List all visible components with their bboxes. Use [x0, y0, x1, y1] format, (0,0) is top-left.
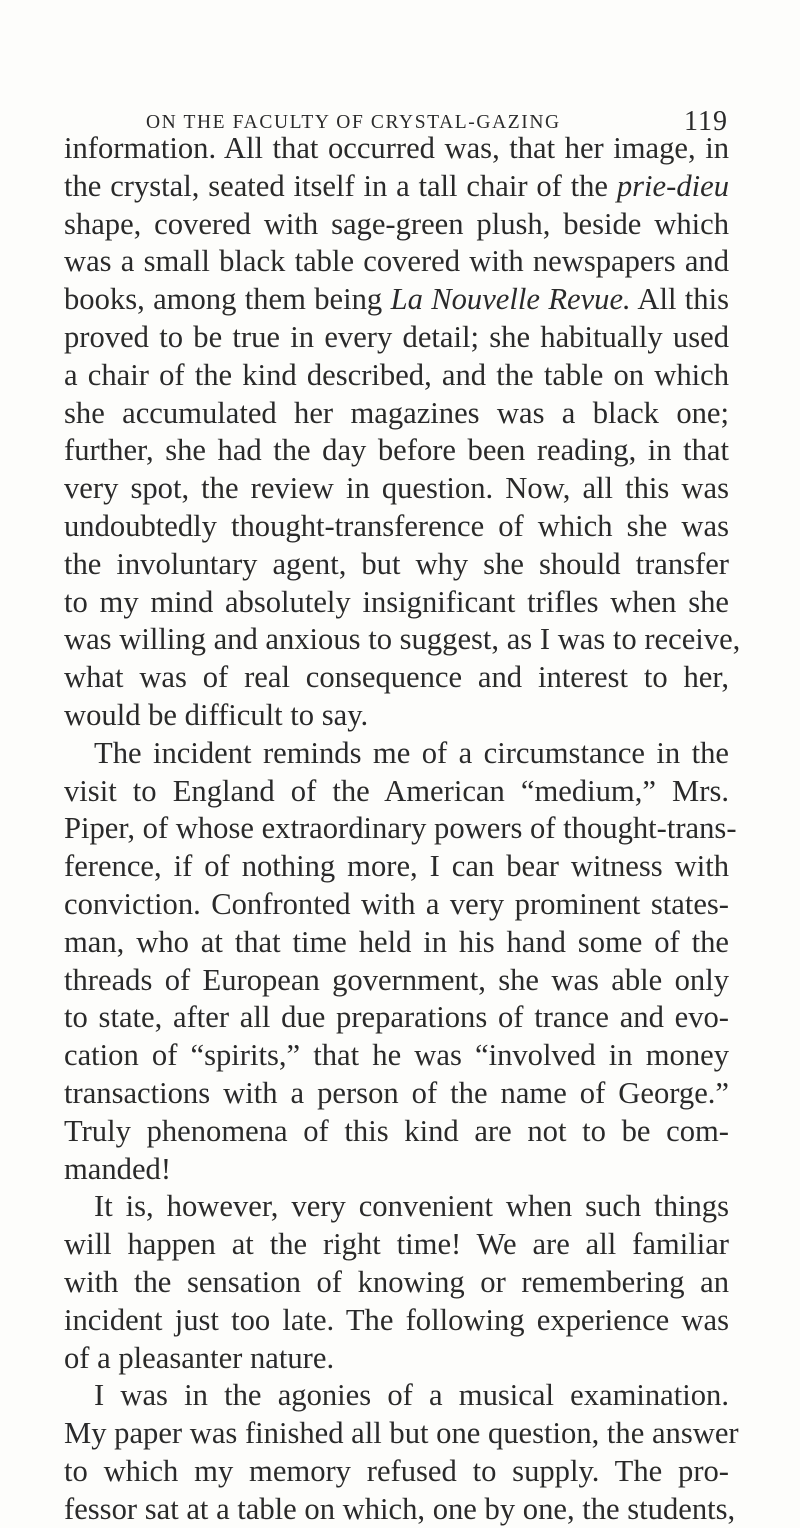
- text-line: [64, 1415, 739, 1453]
- text-segment: information. All that occurred was, that her image, in: [64, 131, 729, 165]
- text-segment: I was in the agonies of a musical examination.: [94, 1378, 729, 1413]
- text-line: [64, 1377, 729, 1415]
- text-segment: shape, covered with sage-green plush, beside which: [64, 206, 729, 241]
- text-segment: It is, however, very convenient when such things: [94, 1189, 729, 1224]
- text-line: [64, 1188, 729, 1226]
- text-segment: manded!: [64, 1151, 172, 1186]
- text-line: [64, 924, 729, 962]
- italic-text-segment: prie-dieu: [616, 168, 729, 203]
- text-line: [64, 395, 729, 433]
- text-segment: fessor sat at a table on which, one by one, the students,: [64, 1491, 736, 1526]
- body-text: [64, 130, 741, 1528]
- text-segment: visit to England of the American “medium,” Mrs.: [64, 773, 729, 808]
- text-line: [64, 357, 729, 395]
- text-segment: Piper, of whose extraordinary powers of thought-trans-: [64, 811, 737, 846]
- text-line: [64, 1453, 729, 1491]
- text-line: [64, 1113, 729, 1151]
- text-segment: of a pleasanter nature.: [64, 1340, 335, 1375]
- text-line: [64, 319, 729, 357]
- text-segment: My paper was finished all but one question, the answer: [64, 1416, 739, 1451]
- text-segment: the involuntary agent, but why she should transfer: [64, 546, 729, 581]
- text-segment: what was of real consequence and interest to her,: [64, 660, 729, 695]
- text-segment: proved to be true in every detail; she habitually used: [64, 319, 729, 354]
- text-line: [64, 1151, 729, 1189]
- text-line: [64, 1491, 736, 1528]
- italic-text-segment: La Nouvelle Revue.: [390, 282, 631, 317]
- text-line: [64, 697, 729, 735]
- text-segment: further, she had the day before been reading, in that: [64, 433, 729, 468]
- text-segment: ference, if of nothing more, I can bear witness with: [64, 849, 729, 884]
- text-line: [64, 1340, 729, 1378]
- text-line: [64, 470, 729, 508]
- text-segment: with the sensation of knowing or remembering an: [64, 1264, 729, 1299]
- text-segment: to my mind absolutely insignificant trifles when she: [64, 584, 729, 619]
- text-line: [64, 206, 729, 244]
- text-line: [64, 432, 729, 470]
- text-line: [64, 546, 729, 584]
- text-line: [64, 886, 729, 924]
- text-line: [64, 508, 729, 546]
- text-line: [64, 281, 729, 319]
- text-line: [64, 243, 729, 281]
- text-line: [64, 773, 729, 811]
- text-line: [64, 962, 729, 1000]
- text-segment: undoubtedly thought-transference of which she was: [64, 508, 729, 543]
- text-segment: cation of “spirits,” that he was “involved in money: [64, 1038, 729, 1073]
- text-line: [64, 584, 729, 622]
- text-line: [64, 1037, 729, 1075]
- text-line: [64, 130, 729, 168]
- text-line: [64, 1075, 729, 1113]
- text-line: [64, 621, 741, 659]
- text-segment: was willing and anxious to suggest, as I was to receive,: [64, 622, 741, 657]
- text-line: [64, 168, 729, 206]
- page-number: 119: [684, 106, 728, 137]
- text-line: [64, 735, 729, 773]
- text-segment: very spot, the review in question. Now, all this was: [64, 471, 729, 506]
- text-segment: conviction. Confronted with a very prominent states-: [64, 886, 729, 921]
- running-title: ON THE FACULTY OF CRYSTAL-GAZING: [146, 112, 561, 133]
- text-segment: would be difficult to say.: [64, 697, 369, 732]
- text-line: [64, 659, 729, 697]
- text-line: [64, 1264, 729, 1302]
- text-segment: Truly phenomena of this kind are not to be com-: [64, 1113, 729, 1148]
- text-segment: to which my memory refused to supply. The pro-: [64, 1453, 729, 1488]
- text-segment: books, among them being: [64, 282, 391, 317]
- text-segment: a chair of the kind described, and the table on which: [64, 357, 729, 392]
- text-line: [64, 810, 737, 848]
- text-segment: The incident reminds me of a circumstance in the: [94, 735, 729, 770]
- text-line: [64, 999, 729, 1037]
- text-segment: All this: [630, 282, 729, 317]
- text-segment: man, who at that time held in his hand some of the: [64, 924, 729, 959]
- text-segment: incident just too late. The following experience was: [64, 1302, 729, 1337]
- text-segment: transactions with a person of the name of George.”: [64, 1075, 729, 1110]
- text-segment: threads of European government, she was able only: [64, 962, 729, 997]
- text-segment: will happen at the right time! We are all familiar: [64, 1227, 729, 1262]
- text-line: [64, 1226, 729, 1264]
- text-line: [64, 1302, 729, 1340]
- text-segment: to state, after all due preparations of trance and evo-: [64, 1000, 729, 1035]
- text-segment: was a small black table covered with newspapers and: [64, 244, 729, 279]
- text-segment: the crystal, seated itself in a tall chair of the: [64, 168, 617, 203]
- text-segment: she accumulated her magazines was a black one;: [64, 395, 729, 430]
- text-line: [64, 848, 729, 886]
